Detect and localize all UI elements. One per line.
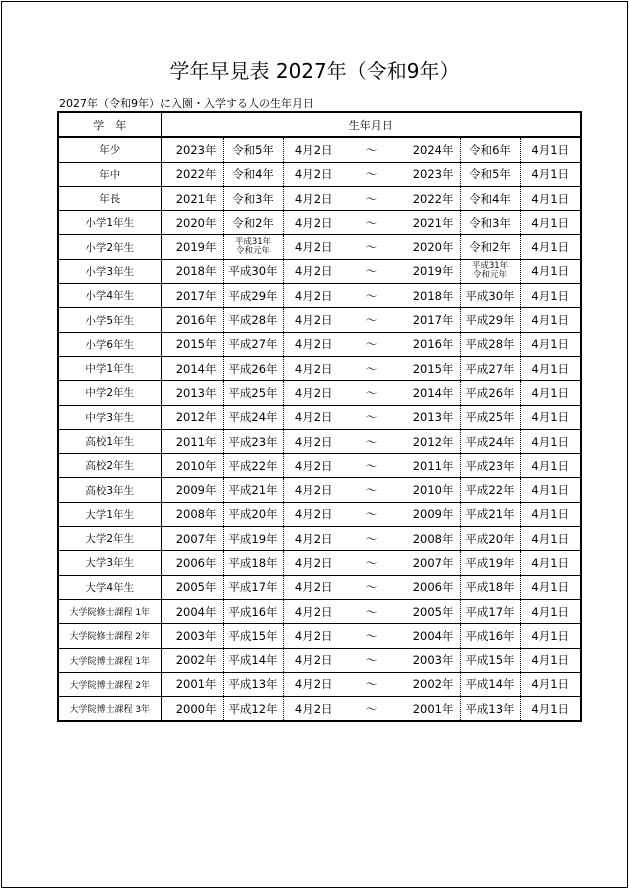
end-era-year: 令和4年	[460, 186, 520, 210]
grade: 年少	[58, 137, 161, 162]
range-tilde: ～	[344, 235, 399, 259]
table-row	[58, 454, 581, 478]
grade: 中学3年生	[58, 405, 161, 429]
start-date: 4月2日	[283, 137, 344, 162]
start-date: 4月2日	[283, 332, 344, 356]
table-row	[58, 162, 581, 186]
end-year: 2012年	[399, 429, 460, 453]
start-date: 4月2日	[283, 405, 344, 429]
end-year: 2018年	[399, 284, 460, 308]
end-era-year: 平成17年	[460, 599, 520, 623]
end-year: 2017年	[399, 308, 460, 332]
end-era-year: 平成14年	[460, 672, 520, 696]
start-year: 2001年	[161, 672, 223, 696]
start-era-year: 平成31年 令和元年	[223, 235, 283, 259]
end-date: 4月1日	[520, 502, 581, 526]
start-year: 2007年	[161, 527, 223, 551]
start-year: 2011年	[161, 429, 223, 453]
end-year: 2002年	[399, 672, 460, 696]
start-era-year: 令和4年	[223, 162, 283, 186]
range-tilde: ～	[344, 478, 399, 502]
end-date: 4月1日	[520, 551, 581, 575]
table-row	[58, 502, 581, 526]
table-row	[58, 648, 581, 672]
end-date: 4月1日	[520, 478, 581, 502]
end-year: 2003年	[399, 648, 460, 672]
end-era-year: 令和2年	[460, 235, 520, 259]
start-date: 4月2日	[283, 162, 344, 186]
range-tilde: ～	[344, 527, 399, 551]
start-era-year: 平成14年	[223, 648, 283, 672]
end-date: 4月1日	[520, 648, 581, 672]
end-era-year: 平成19年	[460, 551, 520, 575]
end-era-year: 平成21年	[460, 502, 520, 526]
start-year: 2010年	[161, 454, 223, 478]
range-tilde: ～	[344, 648, 399, 672]
end-era-year: 平成13年	[460, 697, 520, 722]
end-year: 2008年	[399, 527, 460, 551]
end-era-year: 令和5年	[460, 162, 520, 186]
start-date: 4月2日	[283, 381, 344, 405]
start-year: 2004年	[161, 599, 223, 623]
start-date: 4月2日	[283, 259, 344, 283]
end-date: 4月1日	[520, 308, 581, 332]
start-era-year: 平成24年	[223, 405, 283, 429]
grade: 小学4年生	[58, 284, 161, 308]
start-date: 4月2日	[283, 624, 344, 648]
end-year: 2020年	[399, 235, 460, 259]
end-date: 4月1日	[520, 454, 581, 478]
start-year: 2017年	[161, 284, 223, 308]
end-date: 4月1日	[520, 697, 581, 722]
end-date: 4月1日	[520, 356, 581, 380]
start-date: 4月2日	[283, 356, 344, 380]
start-year: 2019年	[161, 235, 223, 259]
grade: 小学3年生	[58, 259, 161, 283]
range-tilde: ～	[344, 454, 399, 478]
start-date: 4月2日	[283, 429, 344, 453]
start-date: 4月2日	[283, 235, 344, 259]
start-date: 4月2日	[283, 648, 344, 672]
start-era-year: 平成26年	[223, 356, 283, 380]
range-tilde: ～	[344, 429, 399, 453]
start-era-year: 令和3年	[223, 186, 283, 210]
end-year: 2010年	[399, 478, 460, 502]
end-year: 2023年	[399, 162, 460, 186]
end-date: 4月1日	[520, 211, 581, 235]
start-date: 4月2日	[283, 527, 344, 551]
end-date: 4月1日	[520, 575, 581, 599]
table-row	[58, 697, 581, 722]
end-date: 4月1日	[520, 381, 581, 405]
table-row	[58, 211, 581, 235]
end-year: 2006年	[399, 575, 460, 599]
end-era-year: 平成18年	[460, 575, 520, 599]
end-year: 2015年	[399, 356, 460, 380]
start-era-year: 令和2年	[223, 211, 283, 235]
table-row	[58, 186, 581, 210]
end-date: 4月1日	[520, 332, 581, 356]
start-date: 4月2日	[283, 284, 344, 308]
table-row	[58, 478, 581, 502]
grade: 小学1年生	[58, 211, 161, 235]
start-era-year: 平成21年	[223, 478, 283, 502]
grade: 大学院博士課程 2年	[58, 672, 161, 696]
end-year: 2013年	[399, 405, 460, 429]
end-date: 4月1日	[520, 162, 581, 186]
table-row	[58, 527, 581, 551]
start-era-year: 平成30年	[223, 259, 283, 283]
start-era-year: 平成13年	[223, 672, 283, 696]
start-date: 4月2日	[283, 186, 344, 210]
range-tilde: ～	[344, 502, 399, 526]
range-tilde: ～	[344, 259, 399, 283]
table-row	[58, 575, 581, 599]
range-tilde: ～	[344, 137, 399, 162]
start-date: 4月2日	[283, 551, 344, 575]
start-era-year: 平成12年	[223, 697, 283, 722]
end-era-year: 平成22年	[460, 478, 520, 502]
end-year: 2014年	[399, 381, 460, 405]
end-date: 4月1日	[520, 284, 581, 308]
end-era-year: 平成16年	[460, 624, 520, 648]
table-row	[58, 599, 581, 623]
range-tilde: ～	[344, 551, 399, 575]
start-date: 4月2日	[283, 308, 344, 332]
start-era-year: 平成27年	[223, 332, 283, 356]
start-year: 2000年	[161, 697, 223, 722]
grade: 小学2年生	[58, 235, 161, 259]
end-year: 2024年	[399, 137, 460, 162]
start-date: 4月2日	[283, 697, 344, 722]
end-date: 4月1日	[520, 186, 581, 210]
start-year: 2020年	[161, 211, 223, 235]
range-tilde: ～	[344, 211, 399, 235]
table-row	[58, 332, 581, 356]
range-tilde: ～	[344, 575, 399, 599]
start-era-year: 平成29年	[223, 284, 283, 308]
end-era-year: 平成29年	[460, 308, 520, 332]
start-year: 2018年	[161, 259, 223, 283]
end-year: 2022年	[399, 186, 460, 210]
end-era-year: 平成25年	[460, 405, 520, 429]
table-row	[58, 137, 581, 162]
start-date: 4月2日	[283, 599, 344, 623]
end-year: 2019年	[399, 259, 460, 283]
start-date: 4月2日	[283, 211, 344, 235]
range-tilde: ～	[344, 599, 399, 623]
start-date: 4月2日	[283, 478, 344, 502]
start-year: 2016年	[161, 308, 223, 332]
start-era-year: 平成19年	[223, 527, 283, 551]
table-row	[58, 259, 581, 283]
start-era-year: 令和5年	[223, 137, 283, 162]
table-row	[58, 624, 581, 648]
grade: 高校2年生	[58, 454, 161, 478]
start-year: 2006年	[161, 551, 223, 575]
end-era-year: 平成24年	[460, 429, 520, 453]
end-era-year: 平成15年	[460, 648, 520, 672]
range-tilde: ～	[344, 162, 399, 186]
start-era-year: 平成20年	[223, 502, 283, 526]
start-date: 4月2日	[283, 672, 344, 696]
end-year: 2021年	[399, 211, 460, 235]
table-row	[58, 405, 581, 429]
table-row	[58, 672, 581, 696]
table-row	[58, 308, 581, 332]
start-year: 2012年	[161, 405, 223, 429]
end-era-year: 平成27年	[460, 356, 520, 380]
birthdate-header: 生年月日	[161, 112, 581, 137]
range-tilde: ～	[344, 624, 399, 648]
grade: 小学5年生	[58, 308, 161, 332]
end-date: 4月1日	[520, 137, 581, 162]
start-era-year: 平成25年	[223, 381, 283, 405]
start-year: 2015年	[161, 332, 223, 356]
end-era-year: 平成20年	[460, 527, 520, 551]
start-year: 2002年	[161, 648, 223, 672]
start-era-year: 平成23年	[223, 429, 283, 453]
grade: 高校1年生	[58, 429, 161, 453]
end-era-year: 平成26年	[460, 381, 520, 405]
range-tilde: ～	[344, 356, 399, 380]
table-header	[58, 112, 581, 137]
grade: 大学3年生	[58, 551, 161, 575]
range-tilde: ～	[344, 672, 399, 696]
end-year: 2001年	[399, 697, 460, 722]
end-year: 2007年	[399, 551, 460, 575]
range-tilde: ～	[344, 186, 399, 210]
start-year: 2022年	[161, 162, 223, 186]
table-caption: 2027年（令和9年）に入園・入学する人の生年月日	[59, 97, 314, 110]
end-era-year: 令和3年	[460, 211, 520, 235]
table-row	[58, 551, 581, 575]
end-date: 4月1日	[520, 672, 581, 696]
range-tilde: ～	[344, 332, 399, 356]
grade-header: 学 年	[58, 112, 161, 137]
start-year: 2005年	[161, 575, 223, 599]
grade: 中学2年生	[58, 381, 161, 405]
grade-table	[57, 111, 582, 722]
start-era-year: 平成22年	[223, 454, 283, 478]
grade: 大学4年生	[58, 575, 161, 599]
start-year: 2014年	[161, 356, 223, 380]
end-date: 4月1日	[520, 405, 581, 429]
grade: 小学6年生	[58, 332, 161, 356]
start-year: 2008年	[161, 502, 223, 526]
grade: 大学院修士課程 2年	[58, 624, 161, 648]
range-tilde: ～	[344, 697, 399, 722]
range-tilde: ～	[344, 308, 399, 332]
end-era-year: 平成31年 令和元年	[460, 259, 520, 283]
table-row	[58, 235, 581, 259]
start-era-year: 平成28年	[223, 308, 283, 332]
end-date: 4月1日	[520, 235, 581, 259]
table-row	[58, 284, 581, 308]
start-era-year: 平成18年	[223, 551, 283, 575]
start-date: 4月2日	[283, 454, 344, 478]
start-year: 2013年	[161, 381, 223, 405]
start-era-year: 平成15年	[223, 624, 283, 648]
table-row	[58, 381, 581, 405]
range-tilde: ～	[344, 284, 399, 308]
start-era-year: 平成16年	[223, 599, 283, 623]
end-date: 4月1日	[520, 429, 581, 453]
start-year: 2023年	[161, 137, 223, 162]
page-title: 学年早見表 2027年（令和9年）	[169, 59, 460, 83]
start-era-year: 平成17年	[223, 575, 283, 599]
end-date: 4月1日	[520, 599, 581, 623]
start-year: 2009年	[161, 478, 223, 502]
grade: 年長	[58, 186, 161, 210]
end-era-year: 平成23年	[460, 454, 520, 478]
grade: 中学1年生	[58, 356, 161, 380]
table-row	[58, 429, 581, 453]
end-year: 2004年	[399, 624, 460, 648]
end-year: 2011年	[399, 454, 460, 478]
grade: 年中	[58, 162, 161, 186]
end-era-year: 令和6年	[460, 137, 520, 162]
grade: 大学1年生	[58, 502, 161, 526]
grade: 高校3年生	[58, 478, 161, 502]
start-date: 4月2日	[283, 575, 344, 599]
end-year: 2016年	[399, 332, 460, 356]
grade: 大学院博士課程 1年	[58, 648, 161, 672]
end-era-year: 平成28年	[460, 332, 520, 356]
start-year: 2003年	[161, 624, 223, 648]
end-year: 2005年	[399, 599, 460, 623]
grade: 大学2年生	[58, 527, 161, 551]
table-row	[58, 356, 581, 380]
end-year: 2009年	[399, 502, 460, 526]
start-year: 2021年	[161, 186, 223, 210]
end-era-year: 平成30年	[460, 284, 520, 308]
end-date: 4月1日	[520, 527, 581, 551]
end-date: 4月1日	[520, 259, 581, 283]
grade: 大学院博士課程 3年	[58, 697, 161, 722]
grade: 大学院修士課程 1年	[58, 599, 161, 623]
start-date: 4月2日	[283, 502, 344, 526]
end-date: 4月1日	[520, 624, 581, 648]
range-tilde: ～	[344, 381, 399, 405]
range-tilde: ～	[344, 405, 399, 429]
